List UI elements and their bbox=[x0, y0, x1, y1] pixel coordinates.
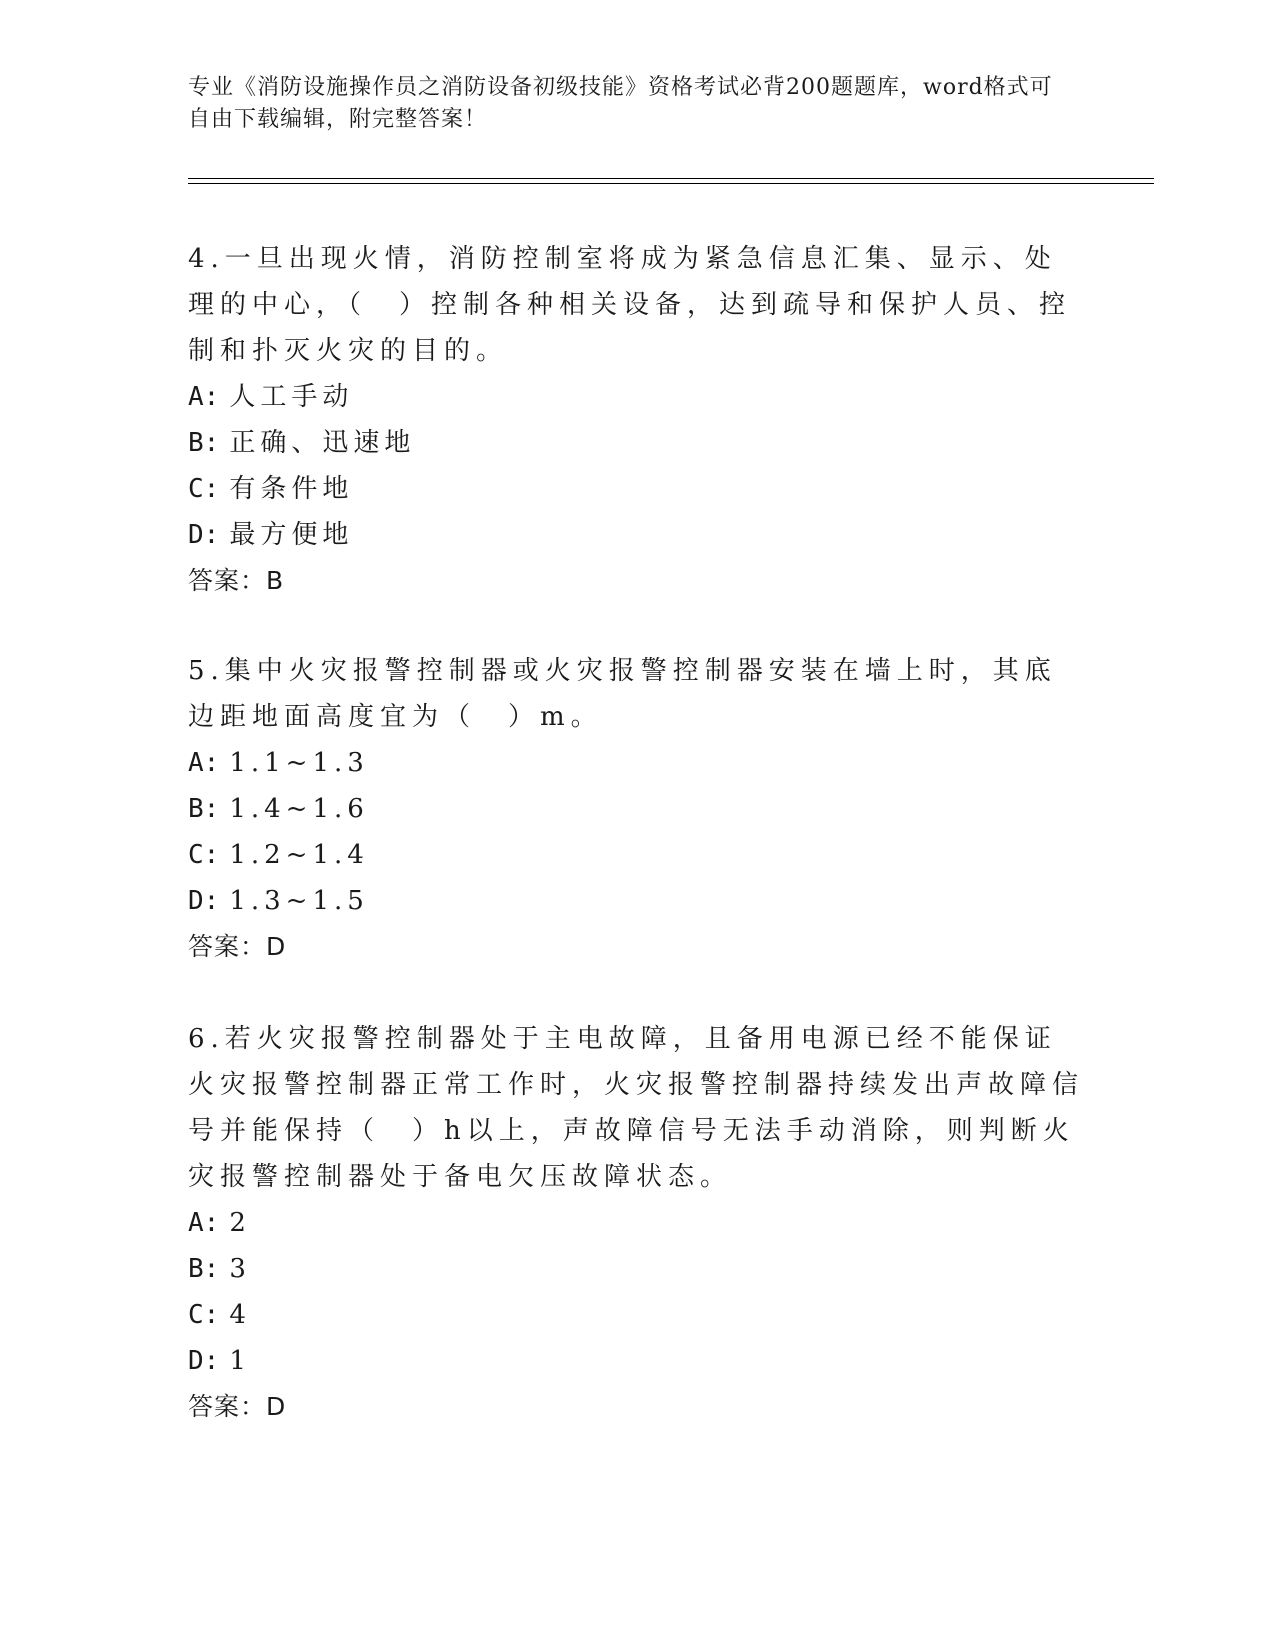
option-d bbox=[188, 1338, 1088, 1384]
option-text: 有条件地 bbox=[229, 474, 354, 504]
header-divider-bottom bbox=[188, 183, 1154, 184]
option-text: 2 bbox=[229, 1208, 251, 1238]
answer-line: 答案：D bbox=[188, 932, 287, 961]
option-text: 最方便地 bbox=[229, 520, 354, 550]
option-a bbox=[188, 1200, 1088, 1246]
option-text: 1 bbox=[229, 1346, 251, 1376]
option-text: 1.2~1.4 bbox=[229, 840, 369, 870]
answer-line: 答案：D bbox=[188, 1392, 287, 1421]
option-text: 人工手动 bbox=[229, 382, 354, 412]
option-letter: D: bbox=[188, 520, 220, 550]
option-letter: C: bbox=[188, 840, 220, 870]
answer-line: 答案：B bbox=[188, 566, 285, 595]
option-a bbox=[188, 374, 1088, 420]
option-letter: D: bbox=[188, 1346, 220, 1376]
question-stem: 6.若火灾报警控制器处于主电故障，且备用电源已经不能保证火灾报警控制器正常工作时，火灾报警控制器持续发出声故障信号并能保持（ ）h以上，声故障信号无法手动消除，则判断火灾报警控制器处于备电欠压故障状态。 bbox=[188, 1024, 1085, 1192]
option-b bbox=[188, 420, 1088, 466]
option-text: 1.1~1.3 bbox=[229, 748, 369, 778]
option-a bbox=[188, 740, 1088, 786]
question-stem: 5.集中火灾报警控制器或火灾报警控制器安装在墙上时，其底边距地面高度宜为（ ）m。 bbox=[188, 656, 1057, 732]
option-c bbox=[188, 1292, 1088, 1338]
option-text: 4 bbox=[229, 1300, 251, 1330]
option-letter: C: bbox=[188, 474, 220, 504]
option-letter: B: bbox=[188, 1254, 220, 1284]
option-letter: A: bbox=[188, 382, 220, 412]
option-letter: A: bbox=[188, 748, 220, 778]
option-letter: B: bbox=[188, 428, 220, 458]
option-text: 正确、迅速地 bbox=[229, 428, 416, 458]
option-c bbox=[188, 466, 1088, 512]
option-letter: D: bbox=[188, 886, 220, 916]
question-6 bbox=[188, 1016, 1088, 1430]
option-b bbox=[188, 786, 1088, 832]
header-divider-top bbox=[188, 178, 1154, 179]
option-d bbox=[188, 512, 1088, 558]
option-d bbox=[188, 878, 1088, 924]
document-header: 专业《消防设施操作员之消防设备初级技能》资格考试必背200题题库，word格式可自由下载编辑，附完整答案！ bbox=[188, 75, 1053, 132]
option-text: 3 bbox=[229, 1254, 251, 1284]
option-b bbox=[188, 1246, 1088, 1292]
option-c bbox=[188, 832, 1088, 878]
option-letter: B: bbox=[188, 794, 220, 824]
option-letter: C: bbox=[188, 1300, 220, 1330]
question-stem: 4.一旦出现火情，消防控制室将成为紧急信息汇集、显示、处理的中心，（ ）控制各种相关设备，达到疏导和保护人员、控制和扑灭火灾的目的。 bbox=[188, 244, 1072, 366]
option-letter: A: bbox=[188, 1208, 220, 1238]
question-5 bbox=[188, 648, 1088, 970]
question-4 bbox=[188, 236, 1088, 604]
option-text: 1.3~1.5 bbox=[229, 886, 369, 916]
option-text: 1.4~1.6 bbox=[229, 794, 369, 824]
